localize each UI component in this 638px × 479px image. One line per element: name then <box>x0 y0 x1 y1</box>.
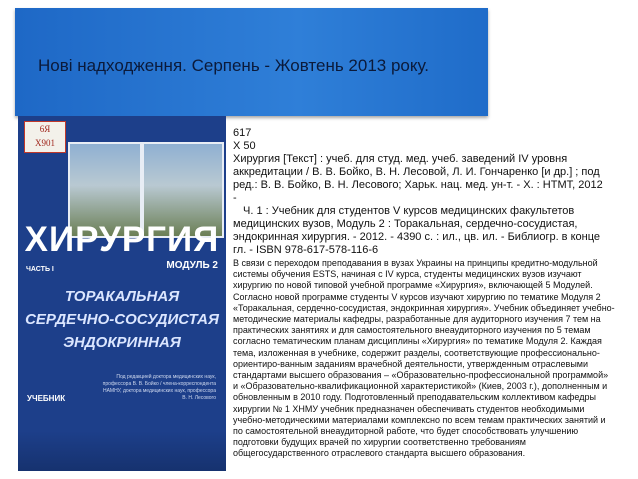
class-code: 617 <box>233 127 252 139</box>
record-volume: Ч. 1 : Учебник для студентов V курсов медицинских факультетов медицинских вузов, Модуль 2 : Торакальная, сердечно-сосудистая, эндокринная хирургия. - 2012. - 4390 с. : ил., цв. ил. - Библиогр. в конце гл. - ISBN 978-617-578-116-6 <box>233 205 601 256</box>
cover-topic: ЭНДОКРИННАЯ <box>63 334 181 351</box>
title-banner <box>15 8 488 116</box>
annotation-text: В связи с переходом преподавания в вузах Украины на принципы кредитно-модульной системы обучения ESTS, начиная с IV курса, студенты медицинских вузов изучают хирургию по новой типовой учебной программе «Хирургия», включающей 5 Модулей. Согласно новой программе студенты V курсов изучают хирургию по тематике Модуля 2 «Торакальная, сердечно-сосудистая, эндокринная хирургия». Учебник объединяет учебно-методические материалы кафедры, разработанные для аудиторного изучения 7 тем на практических занятиях и для самостоятельного внеаудиторного изучения по 5 темам согласно тематическим планам дисциплины «Хирургия» по тематике Модуля 2. Каждая тема, изложенная в учебнике, содержит разделы, соответствующие профессионально-ориентиро-ванным заданиям врачебной деятельности, утвержденным отраслевыми стандартами высшего образования – «Образовательно-профессиональной программой» и «Образовательно-квалификационной характеристикой» (Киев, 2003 г.), дополненным и обновленным в 2010 году. Подготовленный преподавательским коллективом кафедры хирургии № 1 ХНМУ учебник предназначен обеспечивать студентов необходимыми учебно-методическими материалами комплексно по всем темам практических занятий и по самостоятельной внеаудиторной работе, что будет способствовать улучшению подготовки будущих врачей по хирургии соответственно требованиям общегосударственного отраслевого стандарта высшего образования. <box>233 258 615 459</box>
cover-topic: ТОРАКАЛЬНАЯ <box>64 288 180 305</box>
cover-topic: СЕРДЕЧНО-СОСУДИСТАЯ <box>25 311 219 328</box>
record-dash: - <box>233 192 237 204</box>
cover-module: МОДУЛЬ 2 <box>166 260 218 271</box>
catalog-record <box>233 127 613 257</box>
cover-title: ХИРУРГИЯ <box>24 220 220 259</box>
page-title: Нові надходження. Серпень - Жовтень 2013 року. <box>38 56 430 75</box>
record-description: Хирургия [Текст] : учеб. для студ. мед. учеб. заведений IV уровня аккредитации / В. В. Бойко, В. Н. Лесовой, Л. И. Гончаренко [и др.] ; под ред.: В. В. Бойко, В. Н. Лесового; Харьк. нац. мед. ун-т. - Х. : НТМТ, 2012 <box>233 153 603 191</box>
author-sign: Х 50 <box>233 140 256 152</box>
cover-bottom-band <box>18 431 226 471</box>
cover-part: ЧАСТЬ I <box>26 266 54 273</box>
cover-editors: Под редакцией доктора медицинских наук, профессора В. В. Бойко / члена-корреспондента НАМНУ, доктора медицинских наук, профессора В. Н. Лесового <box>102 374 216 401</box>
book-cover <box>18 116 226 471</box>
library-label: 6Я Х901 <box>24 121 66 153</box>
cover-type: УЧЕБНИК <box>27 394 66 403</box>
